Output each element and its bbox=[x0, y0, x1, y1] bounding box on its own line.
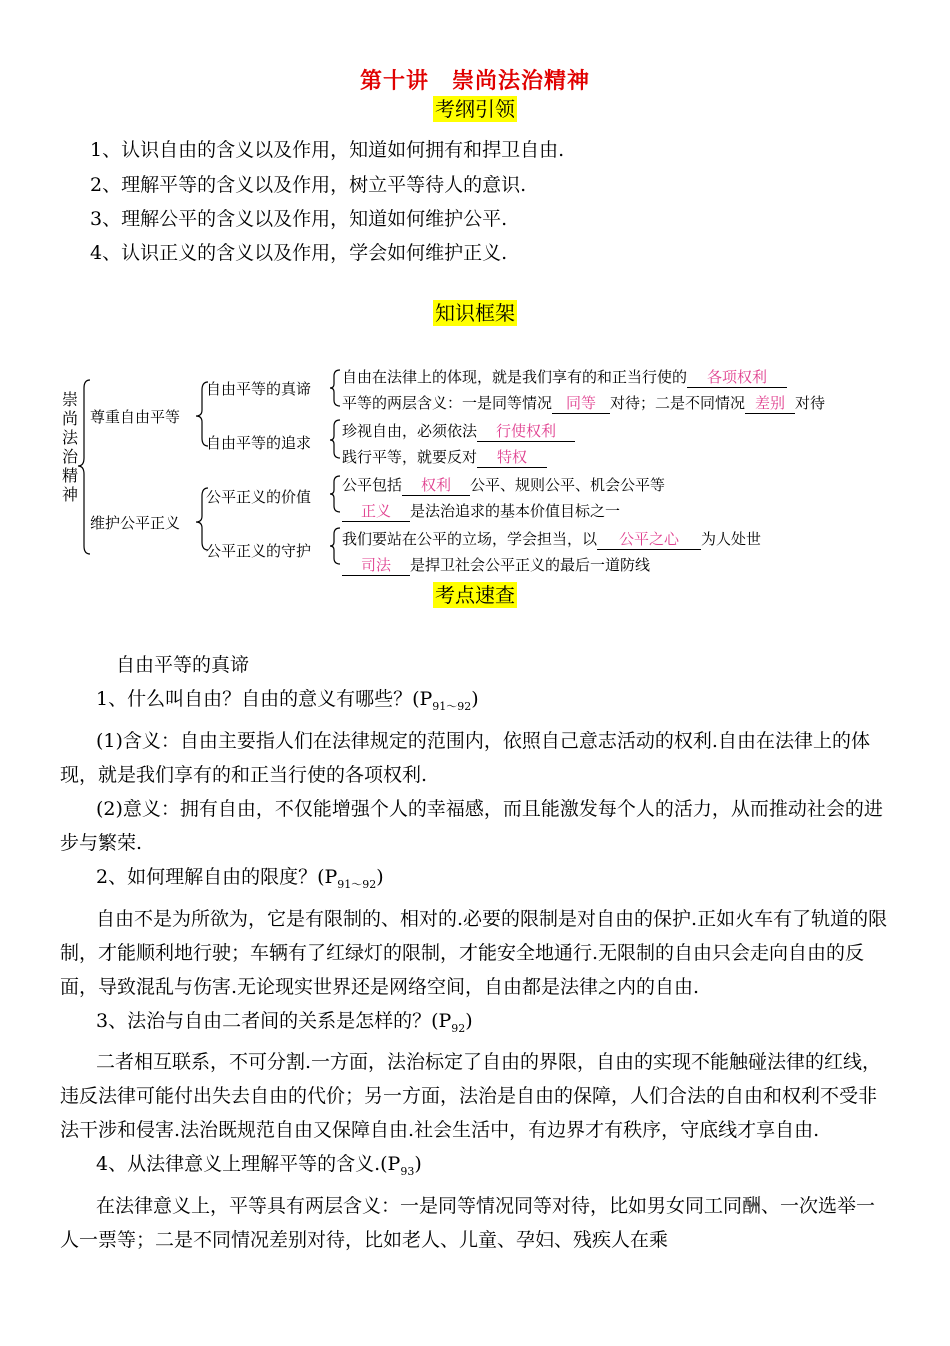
line-text: 公平包括 bbox=[342, 476, 403, 494]
line-text: 平等的两层含义：一是同等情况 bbox=[342, 394, 553, 412]
answer: (1)含义：自由主要指人们在法律规定的范围内，依照自己意志活动的权利.自由在法律上的体现，就是我们享有的和正当行使的各项权利. bbox=[60, 729, 870, 786]
framework-heading-wrap bbox=[0, 300, 950, 326]
fill-blank: 各项权利 bbox=[687, 366, 787, 388]
paren: ) bbox=[414, 1153, 422, 1176]
line-text: 自由在法律上的体现，就是我们享有的和正当行使的 bbox=[342, 368, 688, 386]
outline-item: 3、理解公平的含义以及作用，知道如何维护公平. bbox=[90, 208, 508, 230]
line-text: 珍视自由，必须依法 bbox=[342, 422, 478, 440]
answer: 在法律意义上，平等具有两层含义：一是同等情况同等对待，比如男女同工同酬、一次选举一人一票等；二是不同情况差别对待，比如老人、儿童、孕妇、残疾人在乘 bbox=[60, 1195, 876, 1252]
outline-item: 1、认识自由的含义以及作用，知道如何拥有和捍卫自由. bbox=[90, 139, 565, 161]
question-text: 3、法治与自由二者间的关系是怎样的？(P bbox=[96, 1009, 452, 1032]
sub-freedom-equality-essence: 自由平等的真谛 bbox=[206, 380, 312, 398]
fill-blank: 同等 bbox=[552, 392, 610, 414]
answer: 自由不是为所欲为，它是有限制的、相对的.必要的限制是对自由的保护.正如火车有了轨道的限制，才能顺利地行驶；车辆有了红绿灯的限制，才能安全地通行.无限制的自由只会走向自由的反面，导致混乱与伤害.无论现实世界还是网络空间，自由都是法律之内的自由. bbox=[60, 907, 888, 998]
branch-respect-freedom-equality: 尊重自由平等 bbox=[90, 408, 181, 426]
fill-blank: 权利 bbox=[402, 474, 470, 496]
framework-line bbox=[342, 446, 547, 468]
sub-fairness-justice-guard: 公平正义的守护 bbox=[206, 542, 312, 560]
framework-line bbox=[342, 554, 650, 576]
fill-blank: 特权 bbox=[477, 446, 547, 468]
fill-blank: 差别 bbox=[745, 392, 795, 414]
framework-line bbox=[342, 500, 620, 522]
fill-blank: 公平之心 bbox=[597, 528, 701, 550]
outline-heading: 考纲引领 bbox=[435, 97, 515, 121]
question-text: 4、从法律意义上理解平等的含义.(P bbox=[96, 1153, 401, 1176]
framework-root: 崇尚法治精神 bbox=[62, 390, 79, 504]
review-heading: 考点速查 bbox=[435, 583, 515, 607]
line-text: 是捍卫社会公平正义的最后一道防线 bbox=[410, 556, 651, 574]
question bbox=[60, 1147, 890, 1189]
line-text: 对待 bbox=[795, 394, 826, 412]
outline-item: 4、认识正义的含义以及作用，学会如何维护正义. bbox=[90, 242, 508, 264]
framework-line bbox=[342, 528, 761, 550]
framework-heading: 知识框架 bbox=[435, 301, 515, 325]
line-text: 对待；二是不同情况 bbox=[610, 394, 746, 412]
question bbox=[60, 860, 890, 902]
question bbox=[60, 1004, 890, 1046]
page-ref: 93 bbox=[400, 1165, 415, 1179]
answer: (2)意义：拥有自由，不仅能增强个人的幸福感，而且能激发每个人的活力，从而推动社会的进步与繁荣. bbox=[60, 797, 883, 854]
fill-blank: 行使权利 bbox=[477, 420, 575, 442]
framework-line bbox=[342, 392, 825, 414]
page-ref: 91～92 bbox=[432, 699, 472, 713]
topic-heading: 自由平等的真谛 bbox=[116, 654, 250, 676]
line-text: 践行平等，就要反对 bbox=[342, 448, 478, 466]
answer: 二者相互联系，不可分割.一方面，法治标定了自由的界限，自由的实现不能触碰法律的红线，违反法律可能付出失去自由的代价；另一方面，法治是自由的保障，人们合法的自由和权利不受非法干涉和侵害.法治既规范自由又保障自由.社会生活中，有边界才有秩序，守底线才享自由. bbox=[60, 1051, 882, 1142]
question-text: 1、什么叫自由？自由的意义有哪些？(P bbox=[96, 688, 433, 710]
paren: ) bbox=[465, 1009, 473, 1032]
fill-blank: 司法 bbox=[342, 554, 410, 576]
outline-heading-wrap bbox=[0, 96, 950, 122]
question-text: 2、如何理解自由的限度？(P bbox=[96, 865, 338, 888]
framework-line bbox=[342, 366, 787, 388]
framework-line bbox=[342, 474, 665, 496]
page-title: 第十讲 崇尚法治精神 bbox=[359, 68, 590, 94]
branch-uphold-fairness-justice: 维护公平正义 bbox=[90, 514, 181, 532]
review-body bbox=[60, 648, 890, 1257]
line-text: 为人处世 bbox=[701, 530, 762, 548]
fill-blank: 正义 bbox=[342, 500, 410, 522]
framework-line bbox=[342, 420, 575, 442]
sub-freedom-equality-pursuit: 自由平等的追求 bbox=[206, 434, 312, 452]
sub-fairness-justice-value: 公平正义的价值 bbox=[206, 488, 312, 506]
line-text: 公平、规则公平、机会公平等 bbox=[470, 476, 666, 494]
line-text: 我们要站在公平的立场，学会担当，以 bbox=[342, 530, 598, 548]
question bbox=[60, 682, 890, 724]
line-text: 是法治追求的基本价值目标之一 bbox=[410, 502, 621, 520]
page-ref: 91～92 bbox=[337, 877, 377, 891]
paren: ) bbox=[471, 688, 479, 710]
review-heading-wrap bbox=[0, 582, 950, 608]
outline-item: 2、理解平等的含义以及作用，树立平等待人的意识. bbox=[90, 174, 527, 196]
page-ref: 92 bbox=[451, 1021, 466, 1035]
paren: ) bbox=[376, 865, 384, 888]
